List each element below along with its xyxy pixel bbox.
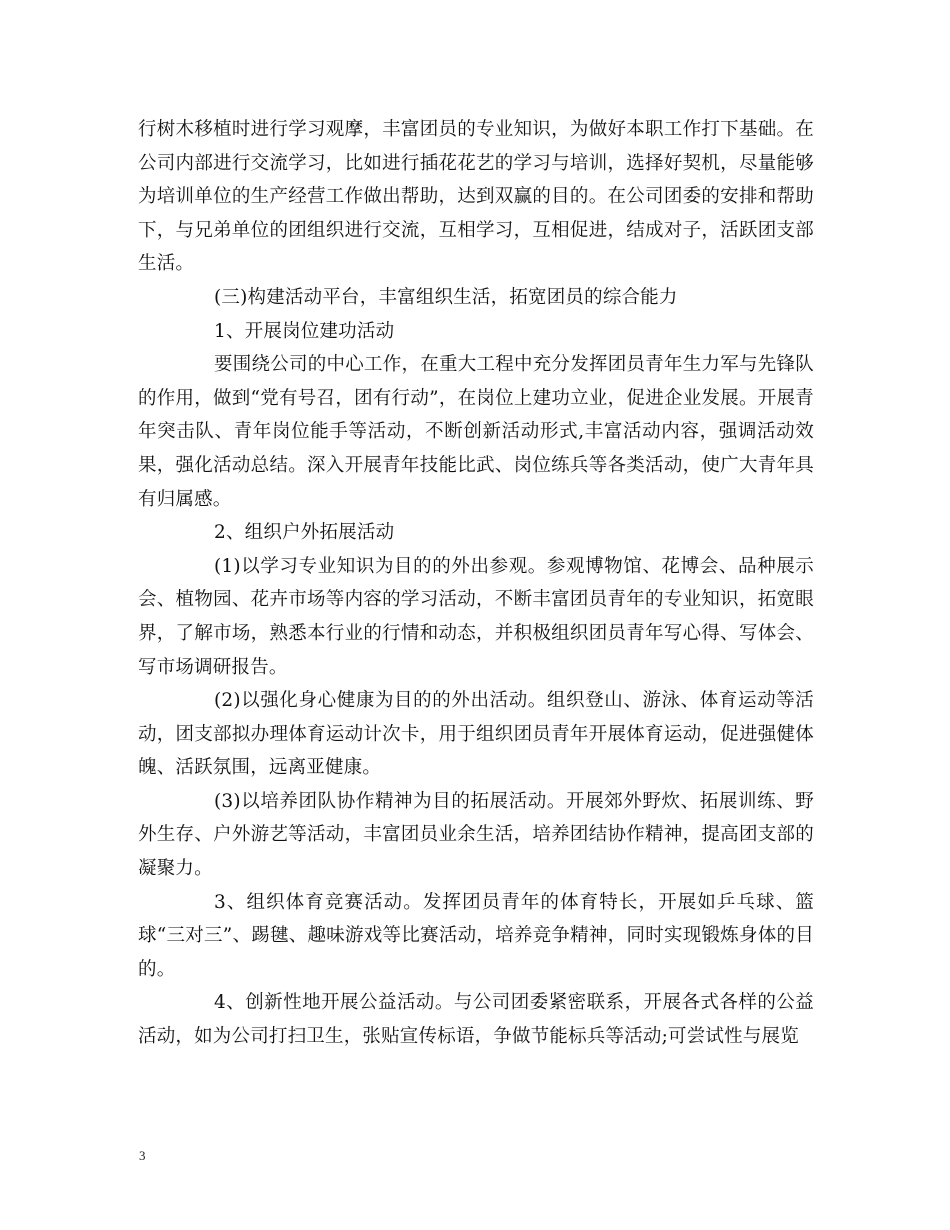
subheading-outdoor-activities: 2、组织户外拓展活动 bbox=[214, 522, 395, 544]
paragraph-teamwork-activities: (3)以培养团队协作精神为目的拓展活动。开展郊外野炊、拓展训练、野外生存、户外游艺等活动，丰富团员业余生活，培养团结协作精神，提高团支部的凝聚力。 bbox=[138, 790, 814, 880]
document-body bbox=[138, 113, 814, 1054]
section-heading-activity-platform: (三)构建活动平台，丰富组织生活，拓宽团员的综合能力 bbox=[214, 286, 678, 308]
paragraph-public-welfare: 4、创新性地开展公益活动。与公司团委紧密联系，开展各式各样的公益活动，如为公司打扫卫生，张贴宣传标语，争做节能标兵等活动;可尝试性与展览 bbox=[138, 992, 814, 1048]
subheading-post-achievement: 1、开展岗位建功活动 bbox=[214, 320, 395, 342]
paragraph-visits: (1)以学习专业知识为目的的外出参观。参观博物馆、花博会、品种展示会、植物园、花卉市场等内容的学习活动，不断丰富团员青年的专业知识，拓宽眼界，了解市场，熟悉本行业的行情和动态，并积极组织团员青年写心得、写体会、写市场调研报告。 bbox=[138, 555, 814, 678]
paragraph-continuation: 行树木移植时进行学习观摩，丰富团员的专业知识，为做好本职工作打下基础。在公司内部进行交流学习，比如进行插花花艺的学习与培训，选择好契机，尽量能够为培训单位的生产经营工作做出帮助，达到双赢的目的。在公司团委的安排和帮助下，与兄弟单位的团组织进行交流，互相学习，互相促进，结成对子，活跃团支部生活。 bbox=[138, 119, 814, 275]
page-number: 3 bbox=[139, 1148, 146, 1163]
paragraph-post-achievement: 要围绕公司的中心工作，在重大工程中充分发挥团员青年生力军与先锋队的作用，做到“党有号召，团有行动”，在岗位上建功立业，促进企业发展。开展青年突击队、青年岗位能手等活动，不断创新活动形式,丰富活动内容，强调活动效果，强化活动总结。深入开展青年技能比武、岗位练兵等各类活动，使广大青年具有归属感。 bbox=[138, 354, 814, 510]
paragraph-health-activities: (2)以强化身心健康为目的的外出活动。组织登山、游泳、体育运动等活动，团支部拟办理体育运动计次卡，用于组织团员青年开展体育运动，促进强健体魄、活跃氛围，远离亚健康。 bbox=[138, 690, 814, 779]
paragraph-sports-competition: 3、组织体育竞赛活动。发挥团员青年的体育特长，开展如乒乓球、篮球“三对三”、踢毽、趣味游戏等比赛活动，培养竞争精神，同时实现锻炼身体的目的。 bbox=[138, 891, 814, 980]
